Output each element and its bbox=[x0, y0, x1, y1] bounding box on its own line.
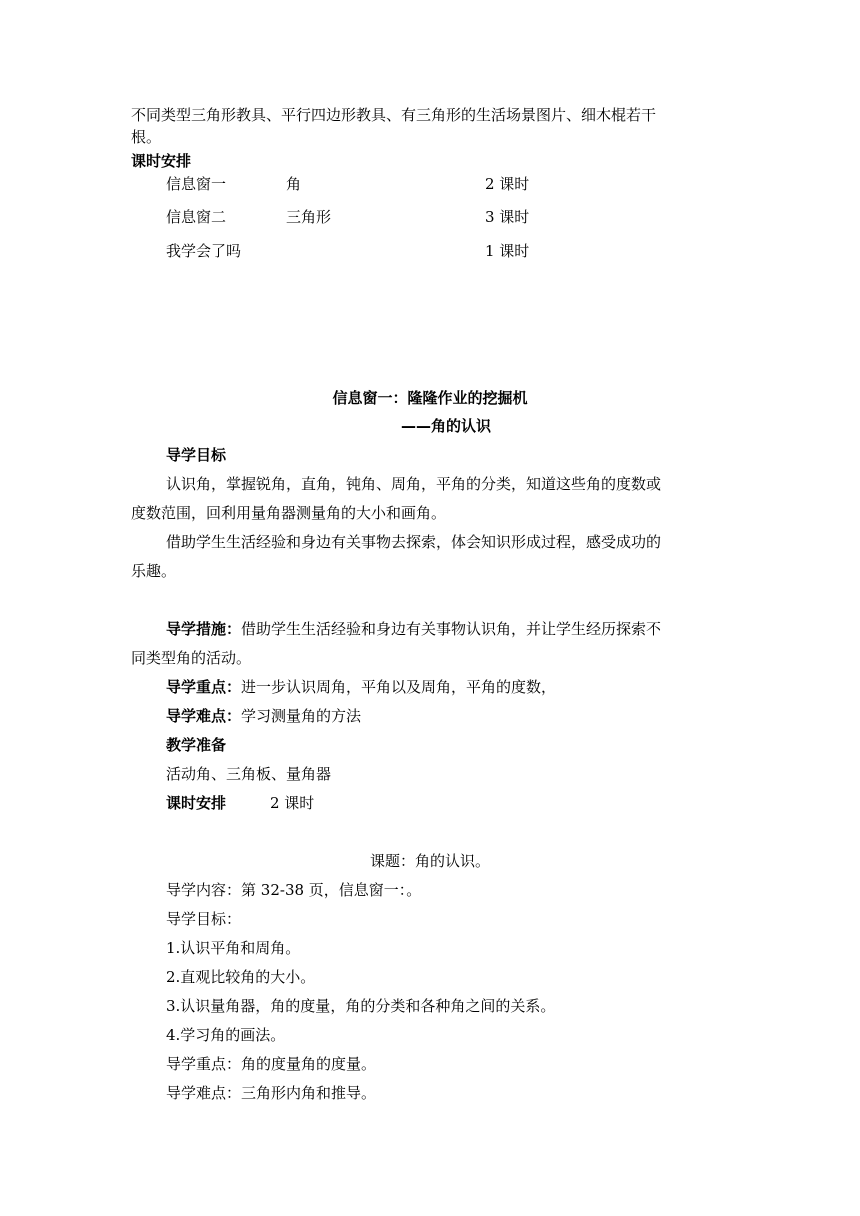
schedule-row-name: 信息窗二 bbox=[166, 208, 227, 226]
intro-line-2: 根。 bbox=[131, 128, 162, 146]
difficulty-label: 导学难点： bbox=[166, 707, 242, 725]
measures-text: 借助学生生活经验和身边有关事物认识角，并让学生经历探索不 bbox=[241, 620, 662, 638]
key-label: 导学重点： bbox=[166, 678, 242, 696]
prep-heading: 教学准备 bbox=[166, 736, 227, 754]
hours-label: 课时安排 bbox=[166, 794, 227, 812]
schedule-row-name: 信息窗一 bbox=[166, 175, 227, 193]
content-label: 导学内容： bbox=[166, 881, 242, 899]
goal-2-line-2: 乐趣。 bbox=[131, 562, 177, 580]
schedule-row-hours: 1 课时 bbox=[485, 242, 530, 260]
section-subtitle: ——角的认识 bbox=[400, 417, 491, 435]
difficulty2-text: 三角形内角和推导。 bbox=[241, 1084, 377, 1102]
difficulty-text: 学习测量角的方法 bbox=[241, 707, 362, 725]
content-line bbox=[166, 879, 421, 901]
goals2-item: 1.认识平角和周角。 bbox=[166, 939, 301, 957]
goals2-item: 2.直观比较角的大小。 bbox=[166, 968, 316, 986]
hours-value: 2 课时 bbox=[270, 794, 315, 812]
schedule-heading: 课时安排 bbox=[131, 152, 192, 170]
key-point bbox=[166, 676, 556, 698]
schedule-row-topic: 三角形 bbox=[286, 208, 332, 226]
goals2-label: 导学目标： bbox=[166, 910, 242, 928]
measures-label: 导学措施： bbox=[166, 620, 242, 638]
key2-label: 导学重点： bbox=[166, 1055, 242, 1073]
measures-line-1 bbox=[166, 618, 661, 640]
schedule-row-hours: 2 课时 bbox=[485, 175, 530, 193]
key2-text: 角的度量角的度量。 bbox=[241, 1055, 377, 1073]
goals-heading: 导学目标 bbox=[166, 446, 227, 464]
goal-1-line-1: 认识角，掌握锐角，直角，钝角、周角，平角的分类，知道这些角的度数或 bbox=[166, 475, 662, 493]
intro-line-1: 不同类型三角形教具、平行四边形教具、有三角形的生活场景图片、细木棍若干 bbox=[131, 106, 657, 124]
content-text: 第 32-38 页，信息窗一：。 bbox=[241, 881, 422, 899]
measures-line-2: 同类型角的活动。 bbox=[131, 649, 252, 667]
goals2-item: 4.学习角的画法。 bbox=[166, 1026, 286, 1044]
schedule-row-hours: 3 课时 bbox=[485, 208, 530, 226]
schedule-row-name: 我学会了吗 bbox=[166, 242, 242, 260]
goal-2-line-1: 借助学生生活经验和身边有关事物去探索，体会知识形成过程，感受成功的 bbox=[166, 533, 662, 551]
difficulty-point bbox=[166, 705, 361, 727]
difficulty2-point bbox=[166, 1082, 376, 1104]
key2-point bbox=[166, 1053, 376, 1075]
lesson-title: 课题：角的认识。 bbox=[369, 852, 490, 870]
goals2-item: 3.认识量角器，角的度量，角的分类和各种角之间的关系。 bbox=[166, 997, 556, 1015]
section-title: 信息窗一：隆隆作业的挖掘机 bbox=[332, 389, 528, 407]
difficulty2-label: 导学难点： bbox=[166, 1084, 242, 1102]
schedule-row-topic: 角 bbox=[286, 175, 302, 193]
key-text: 进一步认识周角，平角以及周角，平角的度数， bbox=[241, 678, 557, 696]
goal-1-line-2: 度数范围，回利用量角器测量角的大小和画角。 bbox=[131, 504, 447, 522]
prep-text: 活动角、三角板、量角器 bbox=[166, 765, 332, 783]
